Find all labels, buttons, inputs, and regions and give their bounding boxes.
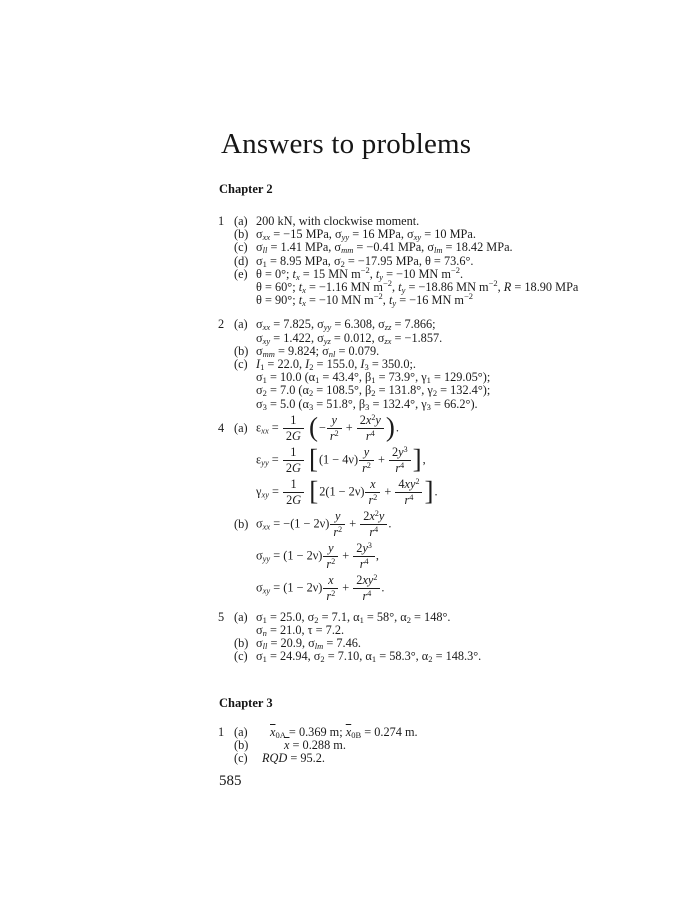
- answer-text: $\sigma_n = 21.0$, τ = 7.2.: [256, 623, 345, 639]
- problem-number: 2: [218, 317, 225, 332]
- part-label: (c): [234, 751, 248, 766]
- problem-number: 1: [218, 724, 225, 739]
- answer-text: $\sigma_1 = 25.0$, $\sigma_2 = 7.1$, $\alpha_1 = 58^\circ$, $\alpha_2 = 148^\circ$.: [256, 609, 451, 625]
- answer-equation: $\varepsilon_{yy}$ = $\frac{1}{2G}$ [(1 − 4ν) $\frac{y}{r^2}$ + $\frac{2y^3}{r^4}$ ],: [256, 444, 426, 475]
- part-label: (b): [234, 227, 249, 242]
- problem-number: [218, 637, 234, 650]
- chapter-2-heading: Chapter 2: [219, 182, 273, 196]
- part-label: (b): [234, 737, 249, 752]
- answer-text: $\sigma_3 = 5.0$ ($\alpha_3 = 51.8^\circ$, $\beta_3 = 132.4^\circ$, $\gamma_3 = 66.2^\circ$).: [256, 396, 478, 412]
- answer-row: [218, 478, 648, 507]
- problem-number: 5: [218, 609, 225, 624]
- answer-row: [218, 650, 648, 663]
- answer-text: $\sigma_1 = 10.0$ ($\alpha_1 = 43.4^\circ$, $\beta_1 = 73.9^\circ$, $\gamma_1 = 129.05^\circ$);: [256, 370, 491, 386]
- problem-number: [218, 650, 234, 663]
- answer-row: [218, 241, 648, 254]
- part-label: [234, 371, 256, 384]
- part-label: (a): [234, 609, 248, 624]
- part-label: [234, 294, 256, 307]
- part-label: (a): [234, 724, 248, 739]
- answer-row: [218, 752, 648, 765]
- problem-number: [218, 255, 234, 268]
- part-label: (b): [234, 516, 249, 531]
- answer-text: $\sigma_{xx} = -15$ MPa, $\sigma_{yy} = 16$ MPa, $\sigma_{xy} = 10$ MPa.: [256, 227, 476, 243]
- answer-text: $\overline{x}_{0A} = 0.369$ m; $\overline{x}_{0B} = 0.274$ m.: [270, 724, 418, 740]
- answer-row: [218, 255, 648, 268]
- part-label: [234, 398, 256, 411]
- problem-number: 1: [218, 214, 225, 228]
- part-label: (d): [234, 253, 249, 268]
- answer-text: $\sigma_1 = 8.95$ MPa, $\sigma_2 = -17.95$ MPa, θ = 73.6°.: [256, 253, 474, 269]
- part-label: (c): [234, 649, 248, 664]
- answer-equation: $\sigma_{yy} = (1 - 2\nu)$ $\frac{y}{r^2}$ + $\frac{2y^3}{r^4}$ ,: [256, 540, 379, 571]
- answer-row: [218, 384, 648, 397]
- part-label: (e): [234, 266, 248, 281]
- answer-row: [218, 726, 648, 739]
- problem-number: [218, 294, 234, 307]
- answer-text: 200 kN, with clockwise moment.: [256, 214, 420, 228]
- answer-text: $\sigma_{ll} = 1.41$ MPa, $\sigma_{mm} = -0.41$ MPa, $\sigma_{lm} = 18.42$ MPa.: [256, 240, 513, 256]
- problem-number: [218, 228, 234, 241]
- answer-row: [218, 542, 648, 571]
- problem-number: [218, 358, 234, 371]
- problem-number: [218, 384, 234, 397]
- problem-number: [218, 739, 234, 752]
- part-label: [234, 384, 256, 397]
- answer-row: [218, 510, 648, 539]
- answer-row: [218, 398, 648, 411]
- answer-row: [218, 446, 648, 475]
- problem-number: [218, 332, 234, 345]
- answer-text: $\overline{x} = 0.288$ m.: [284, 737, 346, 752]
- answer-text: $\sigma_2 = 7.0$ ($\alpha_2 = 108.5^\circ$, $\beta_2 = 131.8^\circ$, $\gamma_2 = 132.4^\circ$);: [256, 383, 491, 399]
- problem-number: [218, 752, 234, 765]
- answer-row: [218, 332, 648, 345]
- page-number: 585: [219, 773, 242, 790]
- problem-number: [218, 241, 234, 254]
- problem-number: [218, 371, 234, 384]
- part-label: (c): [234, 240, 248, 255]
- problem-number: [218, 398, 234, 411]
- answer-text: θ = 60°; $t_x = -1.16$ MN $m^{-2}$, $t_y = -18.86$ MN $m^{-2}$, R = 18.90 MPa: [256, 278, 579, 296]
- answer-text: $I_1 = 22.0$, $I_2 = 155.0$, $I_3 = 350.0$;.: [256, 357, 416, 373]
- answer-text: $\sigma_{xy} = 1.422$, $\sigma_{yz} = 0.012$, $\sigma_{zx} = -1.857$.: [256, 330, 443, 346]
- part-label: (a): [234, 420, 248, 435]
- answer-text: $\sigma_{xx} = 7.825$, $\sigma_{yy} = 6.308$, $\sigma_{zz} = 7.866$;: [256, 317, 436, 333]
- problem-number: [218, 268, 234, 281]
- answer-equation: $\gamma_{xy}$ = $\frac{1}{2G}$ [2(1 − 2ν) $\frac{x}{r^2}$ + $\frac{4xy^2}{r^4}$ ].: [256, 476, 438, 507]
- answer-row: [218, 318, 648, 331]
- problem-number: [218, 345, 234, 358]
- part-label: (a): [234, 317, 248, 332]
- answer-equation: $\varepsilon_{xx}$ = $\frac{1}{2G}$ (− $\frac{y}{r^2}$ + $\frac{2x^2y}{r^4}$ ).: [256, 412, 399, 443]
- page-title: Answers to problems: [221, 128, 472, 160]
- answer-text: $\sigma_1 = 24.94$, $\sigma_2 = 7.10$, $\alpha_1 = 58.3^\circ$, $\alpha_2 = 148.3^\circ$.: [256, 649, 482, 665]
- answer-equation: $\sigma_{xx} = -(1 - 2\nu)$ $\frac{y}{r^2}$ + $\frac{2x^2y}{r^4}$ .: [256, 508, 392, 539]
- answer-equation: $\sigma_{xy} = (1 - 2\nu)$ $\frac{x}{r^2}$ + $\frac{2xy^2}{r^4}$ .: [256, 572, 385, 603]
- part-label: (a): [234, 214, 248, 228]
- problem-number: [218, 624, 234, 637]
- part-label: (c): [234, 357, 248, 372]
- part-label: (b): [234, 343, 249, 358]
- problem-number: [218, 281, 234, 294]
- chapter-2-answers: [218, 215, 648, 664]
- chapter-3-answers: [218, 726, 648, 766]
- answer-text: $\sigma_{ll} = 20.9$, $\sigma_{lm} = 7.46$.: [256, 636, 361, 652]
- answer-text: θ = 0°; $t_x = 15$ MN $m^{-2}$, $t_y = -10$ MN $m^{-2}$.: [256, 264, 464, 282]
- part-label: (b): [234, 636, 249, 651]
- problem-number: 4: [218, 420, 225, 435]
- page-content: [218, 128, 648, 789]
- part-label: [234, 332, 256, 345]
- answer-text: $\sigma_{mm} = 9.824$; $\sigma_{nl} = 0.079$.: [256, 343, 380, 359]
- answer-row: [218, 574, 648, 603]
- answer-text: θ = 90°; $t_x = -10$ MN $m^{-2}$, $t_y = -16$ MN $m^{-2}$: [256, 291, 474, 309]
- answer-text: RQD = 95.2.: [262, 751, 325, 766]
- answer-row: [218, 291, 648, 309]
- part-label: [234, 281, 256, 294]
- answer-row: [218, 414, 648, 443]
- chapter-3-heading: Chapter 3: [219, 695, 273, 710]
